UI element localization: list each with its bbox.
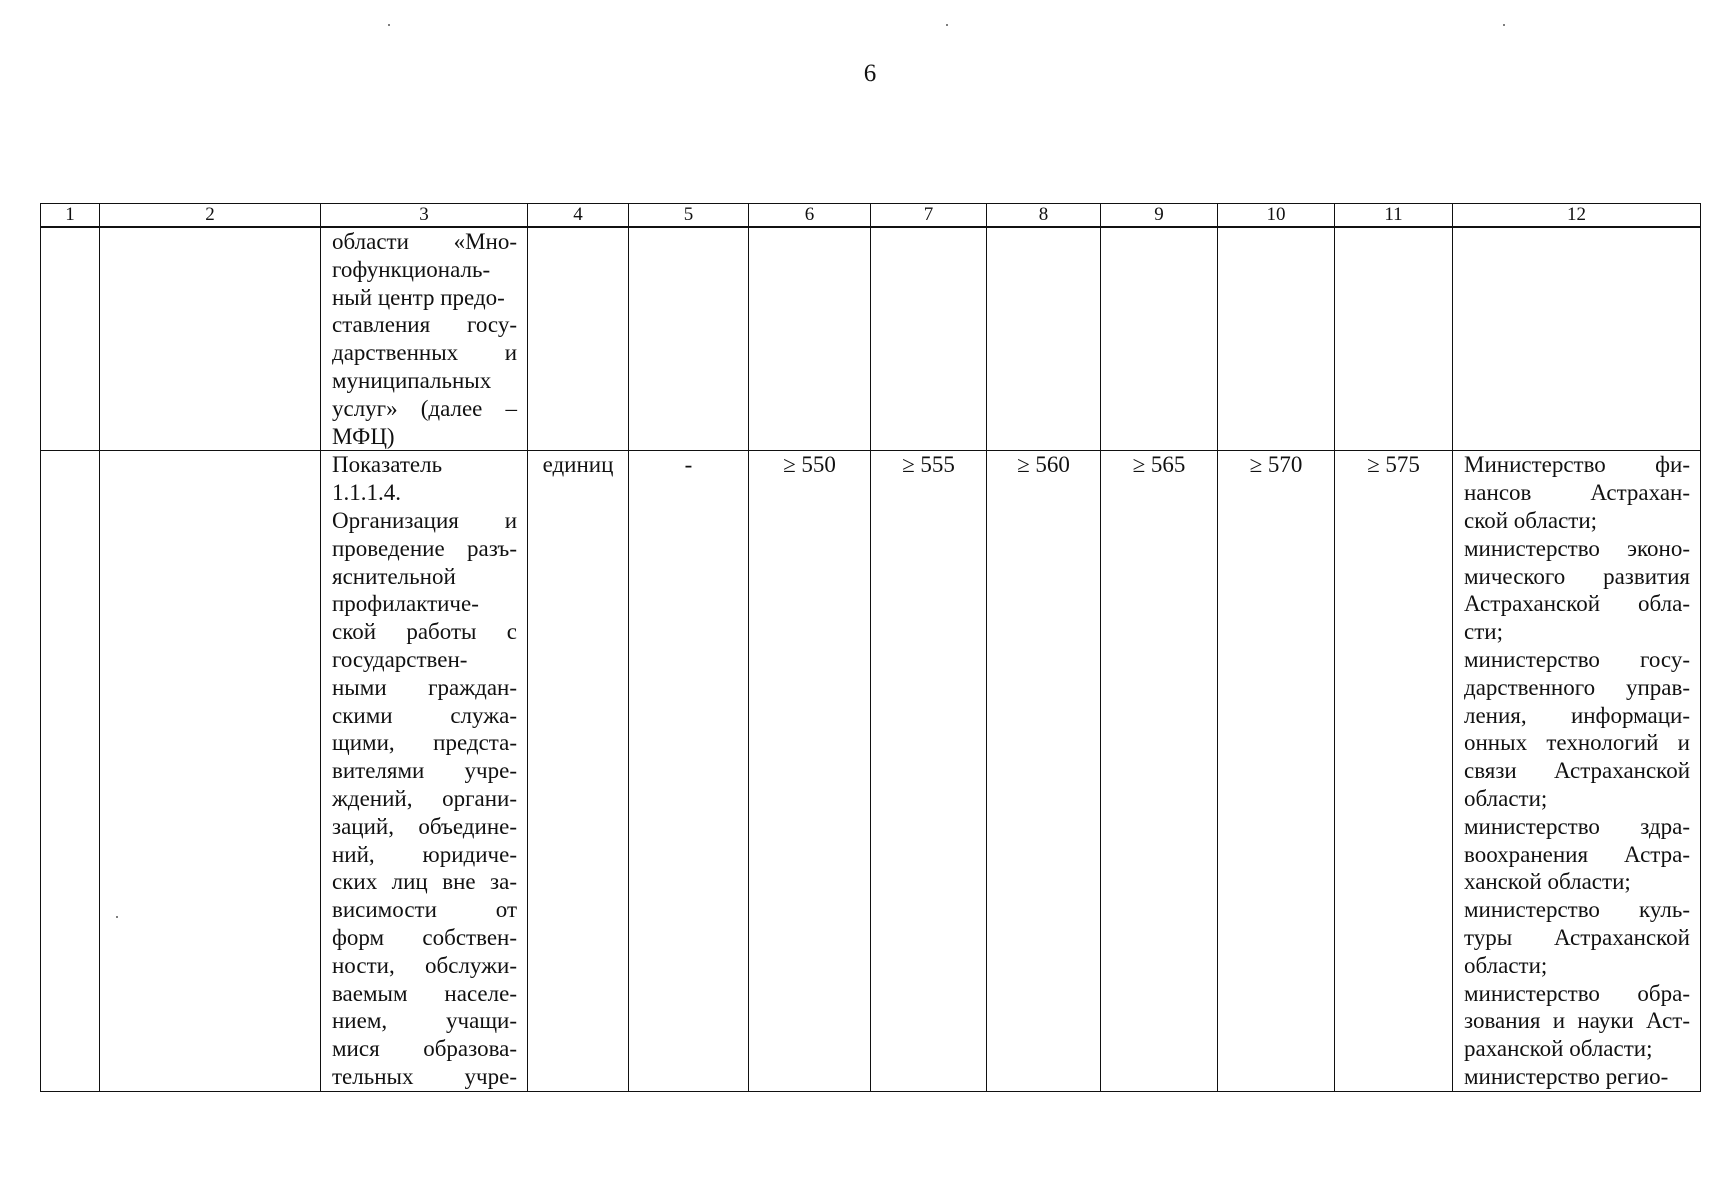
table-cell <box>41 227 100 451</box>
text-line: нием, учащи- <box>332 1008 517 1034</box>
indicator-table <box>40 203 1701 1092</box>
text-line: проведение разъ- <box>332 535 517 561</box>
column-number-9: 9 <box>1101 204 1218 228</box>
text-line: скими служа- <box>332 702 517 728</box>
column-number-10: 10 <box>1218 204 1335 228</box>
table-cell <box>987 227 1101 451</box>
text-line: министерство регио- <box>1464 1063 1669 1089</box>
text-line: мися образова- <box>332 1036 517 1062</box>
text-line: министерство здра- <box>1464 813 1690 839</box>
text-line: муниципальных <box>332 367 492 393</box>
text-line: ный центр предо- <box>332 284 505 310</box>
base-value-cell: - <box>629 451 749 1092</box>
column-number-12: 12 <box>1453 204 1701 228</box>
text-line: Астраханской обла- <box>1464 591 1690 617</box>
text-line: зования и науки Аст- <box>1464 1008 1690 1034</box>
text-line: области «Мно- <box>332 229 517 254</box>
table-cell <box>749 227 871 451</box>
text-line: тельных учре- <box>332 1063 517 1089</box>
text-line: форм собствен- <box>332 924 517 950</box>
text-line: ставления госу- <box>332 312 517 338</box>
table-cell <box>100 227 321 451</box>
text-line: дарственного управ- <box>1464 674 1690 700</box>
text-line: висимости от <box>332 897 517 923</box>
text-line: министерство куль- <box>1464 897 1690 923</box>
table-cell <box>1453 227 1701 451</box>
column-number-11: 11 <box>1335 204 1453 228</box>
column-number-3: 3 <box>321 204 528 228</box>
table-header-row <box>41 204 1701 228</box>
table-cell <box>1218 227 1335 451</box>
text-line: 1.1.1.4. <box>332 480 401 506</box>
table-row <box>41 227 1701 451</box>
text-line: услуг» (далее – <box>332 395 517 421</box>
target-value-cell: ≥ 555 <box>871 451 987 1092</box>
target-value-cell: ≥ 560 <box>987 451 1101 1092</box>
text-line: онных технологий и <box>1464 730 1690 756</box>
scan-speck <box>946 24 948 26</box>
table-row <box>41 451 1701 1092</box>
target-value-cell: ≥ 550 <box>749 451 871 1092</box>
indicator-description <box>321 451 527 1090</box>
table-cell <box>629 227 749 451</box>
text-line: туры Астраханской <box>1464 924 1690 950</box>
text-line: сти; <box>1464 619 1503 645</box>
text-line: связи Астраханской <box>1464 758 1690 784</box>
text-line: ждений, органи- <box>332 785 517 811</box>
text-line: ской работы с <box>332 619 517 645</box>
text-line: нансов Астрахан- <box>1464 480 1690 506</box>
text-line: заций, объедине- <box>332 813 517 839</box>
indicator-description-cell <box>321 451 528 1092</box>
text-line: дарственных и <box>332 340 517 366</box>
text-line: ными граждан- <box>332 674 517 700</box>
column-number-6: 6 <box>749 204 871 228</box>
column-number-5: 5 <box>629 204 749 228</box>
text-line: щими, предста- <box>332 730 517 756</box>
text-line: раханской области; <box>1464 1036 1653 1062</box>
text-line: Показатель <box>332 452 443 478</box>
responsible-executors <box>1453 451 1700 1090</box>
text-line: Организация и <box>332 507 517 533</box>
indicator-description-cell <box>321 227 528 451</box>
table-cell <box>41 451 100 1092</box>
text-line: воохранения Астра- <box>1464 841 1690 867</box>
target-value-cell: ≥ 575 <box>1335 451 1453 1092</box>
target-value-cell: ≥ 570 <box>1218 451 1335 1092</box>
indicator-description <box>321 228 527 450</box>
text-line: ний, юридиче- <box>332 841 517 867</box>
table-cell <box>100 451 321 1092</box>
scan-speck <box>388 24 390 26</box>
column-number-4: 4 <box>528 204 629 228</box>
text-line: ской области; <box>1464 507 1598 533</box>
column-number-2: 2 <box>100 204 321 228</box>
text-line: министерство обра- <box>1464 980 1690 1006</box>
column-number-7: 7 <box>871 204 987 228</box>
scan-speck <box>1503 24 1505 26</box>
column-number-1: 1 <box>41 204 100 228</box>
table-cell <box>1101 227 1218 451</box>
text-line: области; <box>1464 952 1548 978</box>
text-line: области; <box>1464 785 1548 811</box>
text-line: ских лиц вне за- <box>332 869 517 895</box>
unit-cell: единиц <box>528 451 629 1092</box>
text-line: профилактиче- <box>332 591 479 617</box>
table-cell <box>528 227 629 451</box>
text-line: Министерство фи- <box>1464 452 1690 478</box>
text-line: ханской области; <box>1464 869 1631 895</box>
text-line: МФЦ) <box>332 423 395 449</box>
responsible-executors-cell <box>1453 451 1701 1092</box>
text-line: министерство эконо- <box>1464 535 1690 561</box>
column-number-8: 8 <box>987 204 1101 228</box>
text-line: министерство госу- <box>1464 646 1690 672</box>
text-line: ности, обслужи- <box>332 952 517 978</box>
text-line: ваемым населе- <box>332 980 517 1006</box>
text-line: вителями учре- <box>332 758 517 784</box>
text-line: государствен- <box>332 646 468 672</box>
text-line: яснительной <box>332 563 456 589</box>
text-line: гофункциональ- <box>332 256 491 282</box>
table-cell <box>871 227 987 451</box>
table-cell <box>1335 227 1453 451</box>
page-number: 6 <box>863 60 877 87</box>
text-line: ления, информаци- <box>1464 702 1690 728</box>
target-value-cell: ≥ 565 <box>1101 451 1218 1092</box>
text-line: мического развития <box>1464 563 1690 589</box>
